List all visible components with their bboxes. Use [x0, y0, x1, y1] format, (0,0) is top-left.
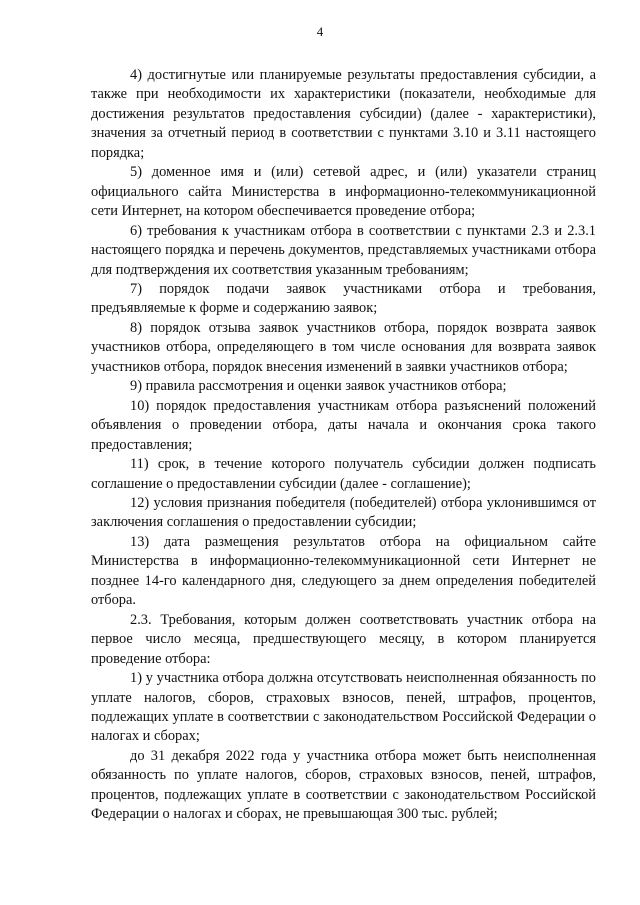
paragraph-item-7: 7) порядок подачи заявок участниками отбора и требования, предъявляемые к форме и содержанию заявок;: [91, 280, 596, 317]
paragraph-item-11: 11) срок, в течение которого получатель субсидии должен подписать соглашение о предоставлении субсидии (далее - соглашение);: [91, 456, 596, 492]
paragraph-item-9: 9) правила рассмотрения и оценки заявок участников отбора;: [130, 378, 507, 395]
paragraph-item-13: 13) дата размещения результатов отбора на официальном сайте Министерства в информационно-телекоммуникационной сети Интернет не позднее 14-го календарного дня, следующего за днем определения победителей отбора.: [91, 533, 596, 609]
paragraph-item-12: 12) условия признания победителя (победителей) отбора уклонившимся от заключения соглашения о предоставлении субсидии;: [91, 494, 596, 531]
paragraph-requirement-exception: до 31 декабря 2022 года у участника отбора может быть неисполненная обязанность по уплате налогов, сборов, страховых взносов, пеней, штрафов, процентов, подлежащих уплате в соответствии с законодательством Российской Федерации о налогах и сборах, не превышающая 300 тыс. рублей;: [91, 747, 596, 823]
paragraph-item-10: 10) порядок предоставления участникам отбора разъяснений положений объявления о проведении отбора, даты начала и окончания срока такого предоставления;: [91, 397, 596, 453]
paragraph-item-8: 8) порядок отзыва заявок участников отбора, порядок возврата заявок участников отбора, определяющего в том числе основания для возврата заявок участников отбора, порядок внесения изменений в заявки участников отбора;: [91, 319, 596, 375]
paragraph-item-4: 4) достигнутые или планируемые результаты предоставления субсидии, а также при необходимости их характеристики (показатели, необходимые для достижения результатов предоставления субсидии) (далее - характеристики), значения за отчетный период в соответствии с пунктами 3.10 и 3.11 настоящего порядка;: [91, 67, 596, 161]
paragraph-item-6: 6) требования к участникам отбора в соответствии с пунктами 2.3 и 2.3.1 настоящего порядка и перечень документов, представляемых участниками отбора для подтверждения их соответствия указанным требованиям;: [91, 222, 596, 278]
paragraph-requirement-1: 1) у участника отбора должна отсутствовать неисполненная обязанность по уплате налогов, сборов, страховых взносов, пеней, штрафов, процентов, подлежащих уплате в соответствии с законодательством Российской Федерации о налогах и сборах;: [91, 670, 596, 745]
document-body: [91, 66, 596, 825]
paragraph-section-2-3: 2.3. Требования, которым должен соответствовать участник отбора на первое число месяца, предшествующего месяцу, в котором планируется проведение отбора:: [91, 611, 596, 667]
paragraph-item-5: 5) доменное имя и (или) сетевой адрес, и (или) указатели страниц официального сайта Министерства в информационно-телекоммуникационной сети Интернет, на котором обеспечивается проведение отбора;: [91, 164, 596, 220]
page-number: 4: [316, 24, 324, 39]
